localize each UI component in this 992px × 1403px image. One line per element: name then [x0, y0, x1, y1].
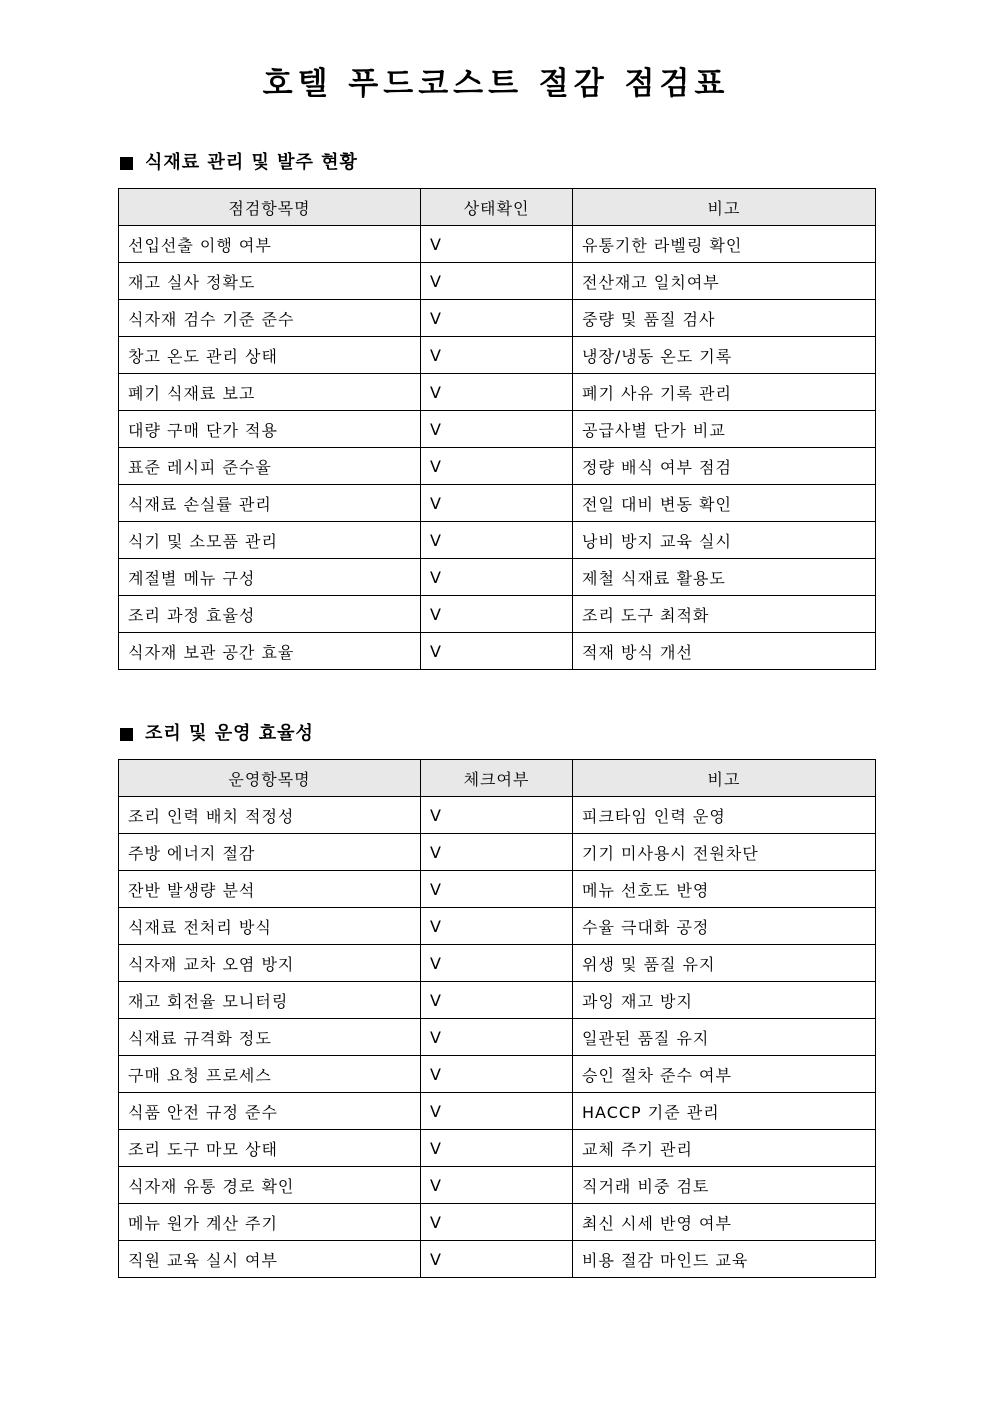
item-name-cell: 조리 도구 마모 상태 — [119, 1130, 421, 1167]
item-name-cell: 식재료 손실률 관리 — [119, 485, 421, 522]
remarks-cell: 유통기한 라벨링 확인 — [573, 226, 876, 263]
table-row — [119, 1056, 876, 1093]
table-row — [119, 226, 876, 263]
remarks-cell: HACCP 기준 관리 — [573, 1093, 876, 1130]
table-row — [119, 871, 876, 908]
remarks-cell: 중량 및 품질 검사 — [573, 300, 876, 337]
item-name-cell: 식자재 보관 공간 효율 — [119, 633, 421, 670]
remarks-cell: 직거래 비중 검토 — [573, 1167, 876, 1204]
remarks-cell: 교체 주기 관리 — [573, 1130, 876, 1167]
remarks-cell: 과잉 재고 방지 — [573, 982, 876, 1019]
item-name-cell: 선입선출 이행 여부 — [119, 226, 421, 263]
operations-check-table — [118, 759, 876, 1278]
table-row — [119, 263, 876, 300]
table-row — [119, 448, 876, 485]
item-name-cell: 잔반 발생량 분석 — [119, 871, 421, 908]
check-mark-cell: V — [421, 337, 573, 374]
check-mark-cell: V — [421, 908, 573, 945]
check-mark-cell: V — [421, 411, 573, 448]
table-header-row — [119, 189, 876, 226]
remarks-cell: 일관된 품질 유지 — [573, 1019, 876, 1056]
check-mark-cell: V — [421, 1019, 573, 1056]
section-heading-text: 조리 및 운영 효율성 — [145, 723, 314, 744]
check-mark-cell: V — [421, 263, 573, 300]
table-row — [119, 485, 876, 522]
item-name-cell: 식자재 유통 경로 확인 — [119, 1167, 421, 1204]
check-mark-cell: V — [421, 1093, 573, 1130]
item-name-cell: 주방 에너지 절감 — [119, 834, 421, 871]
square-bullet-icon — [120, 728, 133, 741]
remarks-cell: 메뉴 선호도 반영 — [573, 871, 876, 908]
check-mark-cell: V — [421, 982, 573, 1019]
item-name-cell: 재고 실사 정확도 — [119, 263, 421, 300]
table-row — [119, 411, 876, 448]
remarks-cell: 조리 도구 최적화 — [573, 596, 876, 633]
table-row — [119, 945, 876, 982]
header-item-name: 운영항목명 — [119, 760, 421, 797]
header-remarks: 비고 — [573, 760, 876, 797]
header-remarks: 비고 — [573, 189, 876, 226]
item-name-cell: 식품 안전 규정 준수 — [119, 1093, 421, 1130]
check-mark-cell: V — [421, 1130, 573, 1167]
header-check: 체크여부 — [421, 760, 573, 797]
table-row — [119, 522, 876, 559]
header-item-name: 점검항목명 — [119, 189, 421, 226]
table-row — [119, 1093, 876, 1130]
table-header-row — [119, 760, 876, 797]
remarks-cell: 전일 대비 변동 확인 — [573, 485, 876, 522]
check-mark-cell: V — [421, 485, 573, 522]
table-row — [119, 337, 876, 374]
table-row — [119, 633, 876, 670]
document-title: 호텔 푸드코스트 절감 점검표 — [262, 66, 730, 102]
check-mark-cell: V — [421, 797, 573, 834]
ingredient-check-table — [118, 188, 876, 670]
remarks-cell: 적재 방식 개선 — [573, 633, 876, 670]
remarks-cell: 정량 배식 여부 점검 — [573, 448, 876, 485]
check-mark-cell: V — [421, 945, 573, 982]
check-mark-cell: V — [421, 448, 573, 485]
check-mark-cell: V — [421, 559, 573, 596]
check-mark-cell: V — [421, 522, 573, 559]
table-row — [119, 982, 876, 1019]
check-mark-cell: V — [421, 226, 573, 263]
item-name-cell: 대량 구매 단가 적용 — [119, 411, 421, 448]
table-row — [119, 797, 876, 834]
check-mark-cell: V — [421, 1204, 573, 1241]
check-mark-cell: V — [421, 596, 573, 633]
table-row — [119, 300, 876, 337]
item-name-cell: 식재료 전처리 방식 — [119, 908, 421, 945]
remarks-cell: 공급사별 단가 비교 — [573, 411, 876, 448]
table-row — [119, 1241, 876, 1278]
item-name-cell: 창고 온도 관리 상태 — [119, 337, 421, 374]
check-mark-cell: V — [421, 871, 573, 908]
item-name-cell: 조리 과정 효율성 — [119, 596, 421, 633]
table-row — [119, 1167, 876, 1204]
table-row — [119, 596, 876, 633]
check-mark-cell: V — [421, 1056, 573, 1093]
remarks-cell: 피크타임 인력 운영 — [573, 797, 876, 834]
remarks-cell: 냉장/냉동 온도 기록 — [573, 337, 876, 374]
header-status: 상태확인 — [421, 189, 573, 226]
check-mark-cell: V — [421, 1167, 573, 1204]
check-mark-cell: V — [421, 300, 573, 337]
item-name-cell: 폐기 식재료 보고 — [119, 374, 421, 411]
remarks-cell: 최신 시세 반영 여부 — [573, 1204, 876, 1241]
item-name-cell: 표준 레시피 준수율 — [119, 448, 421, 485]
table-row — [119, 559, 876, 596]
item-name-cell: 식기 및 소모품 관리 — [119, 522, 421, 559]
item-name-cell: 계절별 메뉴 구성 — [119, 559, 421, 596]
remarks-cell: 위생 및 품질 유지 — [573, 945, 876, 982]
remarks-cell: 기기 미사용시 전원차단 — [573, 834, 876, 871]
remarks-cell: 제철 식재료 활용도 — [573, 559, 876, 596]
item-name-cell: 식재료 규격화 정도 — [119, 1019, 421, 1056]
check-mark-cell: V — [421, 1241, 573, 1278]
square-bullet-icon — [120, 157, 133, 170]
table-row — [119, 1019, 876, 1056]
item-name-cell: 구매 요청 프로세스 — [119, 1056, 421, 1093]
item-name-cell: 식자재 검수 기준 준수 — [119, 300, 421, 337]
item-name-cell: 식자재 교차 오염 방지 — [119, 945, 421, 982]
remarks-cell: 낭비 방지 교육 실시 — [573, 522, 876, 559]
remarks-cell: 수율 극대화 공정 — [573, 908, 876, 945]
table-row — [119, 834, 876, 871]
remarks-cell: 폐기 사유 기록 관리 — [573, 374, 876, 411]
section-heading-ingredients — [118, 150, 358, 176]
table-row — [119, 908, 876, 945]
section-heading-operations — [118, 721, 314, 747]
section-heading-text: 식재료 관리 및 발주 현황 — [145, 152, 358, 173]
item-name-cell: 메뉴 원가 계산 주기 — [119, 1204, 421, 1241]
remarks-cell: 비용 절감 마인드 교육 — [573, 1241, 876, 1278]
check-mark-cell: V — [421, 834, 573, 871]
item-name-cell: 재고 회전율 모니터링 — [119, 982, 421, 1019]
remarks-cell: 전산재고 일치여부 — [573, 263, 876, 300]
check-mark-cell: V — [421, 633, 573, 670]
check-mark-cell: V — [421, 374, 573, 411]
remarks-cell: 승인 절차 준수 여부 — [573, 1056, 876, 1093]
item-name-cell: 조리 인력 배치 적정성 — [119, 797, 421, 834]
table-row — [119, 374, 876, 411]
table-row — [119, 1204, 876, 1241]
table-row — [119, 1130, 876, 1167]
item-name-cell: 직원 교육 실시 여부 — [119, 1241, 421, 1278]
